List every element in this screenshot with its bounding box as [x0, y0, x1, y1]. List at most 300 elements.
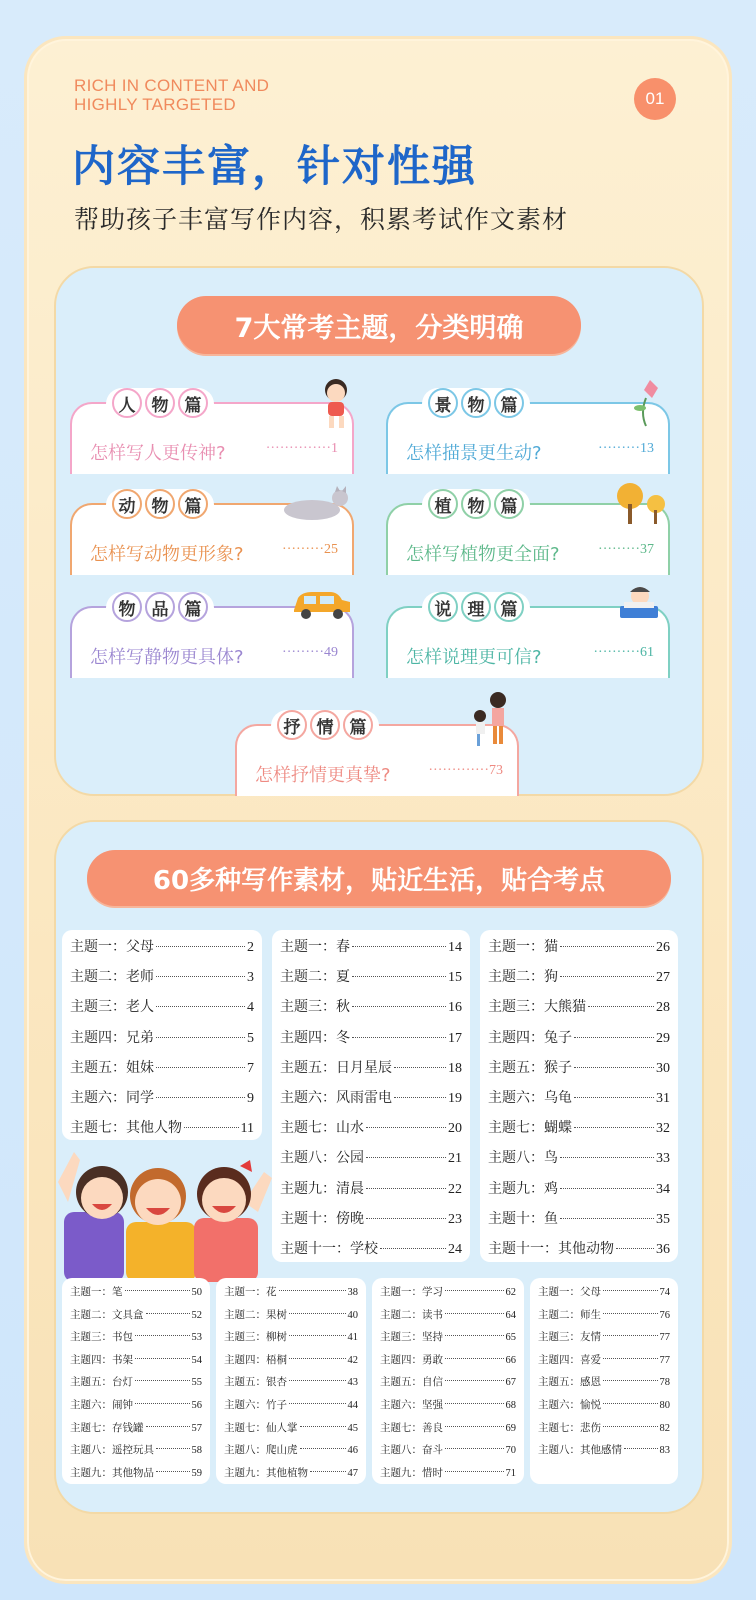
toc-entry-page: 24 [448, 1241, 462, 1257]
toc-entry-label: 主题七：存钱罐 [70, 1421, 144, 1434]
toc-entry[interactable] [280, 1238, 462, 1268]
theme-title-char: 篇 [178, 489, 208, 519]
toc-entry-label: 主题九：惜时 [380, 1466, 443, 1479]
toc-entry-page: 2 [247, 940, 254, 955]
toc-entry[interactable] [70, 1352, 202, 1375]
toc-entry-page: 40 [347, 1309, 358, 1321]
toc-entry-page: 41 [347, 1332, 358, 1344]
toc-leader-dots [300, 1448, 346, 1449]
toc-entry[interactable] [538, 1397, 670, 1420]
toc-leader-dots [380, 1248, 446, 1249]
theme-title-char: 人 [112, 388, 142, 418]
toc-entry[interactable] [538, 1352, 670, 1375]
toc-entry-page: 62 [505, 1287, 516, 1298]
toc-entry-label: 主题五：猴子 [488, 1059, 572, 1076]
theme-leader-dots: ········· [598, 542, 640, 557]
toc-entry-label: 主题八：奋斗 [380, 1444, 443, 1457]
toc-entry[interactable] [488, 1027, 670, 1057]
toc-entry-page: 59 [191, 1467, 202, 1479]
toc-entry[interactable] [70, 1442, 202, 1465]
toc-leader-dots [603, 1426, 658, 1427]
toc-entry-page: 74 [659, 1287, 670, 1298]
toc-entry-label: 主题七：悲伤 [538, 1421, 601, 1434]
toc-leader-dots [289, 1358, 346, 1359]
toc-entry[interactable] [488, 1238, 670, 1268]
toc-entry[interactable] [70, 1307, 202, 1330]
toc-entry[interactable] [224, 1465, 358, 1488]
theme-page-number: 73 [489, 763, 503, 778]
theme-page-ref [598, 542, 654, 558]
theme-page-number: 61 [640, 645, 654, 660]
toc-entry-page: 36 [656, 1241, 670, 1257]
toc-entry-label: 主题四：兄弟 [70, 1029, 154, 1046]
toc-leader-dots [574, 1097, 654, 1098]
theme-question: 怎样抒情更真挚? [255, 765, 391, 786]
toc-people [62, 930, 262, 1140]
toc-entry[interactable] [224, 1329, 358, 1352]
toc-objects [62, 1278, 210, 1484]
toc-entry[interactable] [280, 996, 462, 1026]
toc-entry[interactable] [488, 1178, 670, 1208]
toc-leader-dots [603, 1313, 658, 1314]
toc-leader-dots [125, 1290, 190, 1291]
toc-entry-label: 主题五：台灯 [70, 1376, 133, 1389]
toc-entry-label: 主题六：同学 [70, 1089, 154, 1106]
toc-leader-dots [156, 1006, 245, 1007]
toc-entry-label: 主题九：其他物品 [70, 1466, 154, 1479]
theme-title-char: 景 [428, 388, 458, 418]
theme-leader-dots: ········· [598, 441, 640, 456]
toc-entry-page: 21 [448, 1151, 462, 1167]
toc-leader-dots [603, 1290, 658, 1291]
toc-entry[interactable] [224, 1307, 358, 1330]
flower-icon [632, 378, 662, 428]
toc-entry-label: 主题二：狗 [488, 969, 558, 986]
toc-entry[interactable] [488, 1208, 670, 1238]
theme-card-title [422, 388, 530, 420]
toc-leader-dots [184, 1127, 239, 1128]
toc-entry-label: 主题四：书架 [70, 1353, 133, 1366]
theme-question: 怎样描景更生动? [406, 443, 542, 464]
theme-leader-dots: ········· [282, 645, 324, 660]
toc-entry[interactable] [538, 1329, 670, 1352]
toc-entry[interactable] [488, 1117, 670, 1147]
toc-entry[interactable] [488, 966, 670, 996]
toc-leader-dots [352, 1006, 446, 1007]
toc-entry[interactable] [280, 936, 462, 966]
toc-leader-dots [588, 1006, 654, 1007]
toc-leader-dots [603, 1403, 658, 1404]
toc-leader-dots [310, 1471, 346, 1472]
toc-entry-page: 30 [656, 1060, 670, 1076]
toc-entry[interactable] [224, 1284, 358, 1307]
toc-leader-dots [146, 1426, 190, 1427]
toc-entry[interactable] [488, 1147, 670, 1177]
toc-entry-page: 55 [191, 1377, 202, 1389]
toc-leader-dots [445, 1313, 504, 1314]
toc-entry-page: 45 [347, 1422, 358, 1434]
theme-title-char: 物 [461, 489, 491, 519]
toc-entry-page: 33 [656, 1151, 670, 1167]
toc-entry-page: 52 [191, 1309, 202, 1321]
page-subtitle: 帮助孩子丰富写作内容，积累考试作文素材 [74, 205, 569, 234]
toc-leader-dots [445, 1403, 504, 1404]
toc-entry-page: 68 [505, 1399, 516, 1411]
toc-leader-dots [574, 1037, 654, 1038]
toc-entry-label: 主题十一：其他动物 [488, 1240, 614, 1257]
toc-entry-label: 主题十：鱼 [488, 1210, 558, 1227]
theme-card[interactable] [70, 395, 354, 474]
toc-entry-label: 主题五：银杏 [224, 1376, 287, 1389]
toc-leader-dots [156, 1037, 245, 1038]
toc-leader-dots [366, 1188, 446, 1189]
toc-leader-dots [156, 976, 245, 977]
toc-leader-dots [445, 1380, 504, 1381]
toc-entry-label: 主题四：梧桐 [224, 1353, 287, 1366]
theme-question: 怎样写人更传神? [90, 443, 226, 464]
toc-leader-dots [156, 1471, 190, 1472]
toc-entry-page: 80 [659, 1399, 670, 1411]
toc-entry-page: 42 [347, 1354, 358, 1366]
toc-leader-dots [135, 1358, 190, 1359]
toc-entry-label: 主题二：师生 [538, 1308, 601, 1321]
toc-leader-dots [366, 1218, 446, 1219]
toc-entry[interactable] [224, 1397, 358, 1420]
toc-entry[interactable] [380, 1284, 516, 1307]
theme-title-char: 物 [145, 489, 175, 519]
toc-animals [480, 930, 678, 1262]
toc-entry-label: 主题六：坚强 [380, 1398, 443, 1411]
trees-icon [614, 476, 670, 526]
toc-entry-label: 主题六：愉悦 [538, 1398, 601, 1411]
toc-entry[interactable] [488, 936, 670, 966]
toc-entry[interactable] [70, 966, 254, 996]
cat-icon [280, 486, 350, 522]
theme-card-title [106, 489, 214, 521]
toc-entry-label: 主题七：其他人物 [70, 1120, 182, 1137]
toc-entry-label: 主题五：自信 [380, 1376, 443, 1389]
toc-entry-label: 主题三：老人 [70, 999, 154, 1016]
toc-entry[interactable] [70, 1465, 202, 1488]
toc-entry-label: 主题三：友情 [538, 1331, 601, 1344]
toc-entry[interactable] [380, 1420, 516, 1443]
theme-card-title [422, 592, 530, 624]
toc-leader-dots [560, 946, 654, 947]
toc-entry-page: 32 [656, 1121, 670, 1137]
toc-entry-page: 78 [659, 1377, 670, 1389]
toc-entry-label: 主题三：书包 [70, 1331, 133, 1344]
toc-entry-page: 18 [448, 1060, 462, 1076]
toc-entry-page: 35 [656, 1211, 670, 1227]
toc-entry-page: 54 [191, 1354, 202, 1366]
toc-scenery [272, 930, 470, 1262]
toc-entry-label: 主题一：学习 [380, 1286, 443, 1298]
toc-leader-dots [560, 1157, 654, 1158]
toc-entry-page: 67 [505, 1377, 516, 1389]
theme-title-char: 植 [428, 489, 458, 519]
toc-entry-label: 主题六：风雨雷电 [280, 1089, 392, 1106]
toc-leader-dots [560, 976, 654, 977]
english-caption [74, 76, 269, 114]
toc-entry-page: 43 [347, 1377, 358, 1389]
toc-entry[interactable] [280, 1027, 462, 1057]
toc-entry[interactable] [280, 1057, 462, 1087]
toc-entry[interactable] [224, 1442, 358, 1465]
toc-entry-label: 主题四：冬 [280, 1029, 350, 1046]
toc-entry[interactable] [70, 1057, 254, 1087]
toc-entry-page: 11 [240, 1121, 254, 1137]
toc-entry[interactable] [538, 1374, 670, 1397]
toc-entry-label: 主题二：果树 [224, 1308, 287, 1321]
toc-entry[interactable] [280, 1117, 462, 1147]
toc-leader-dots [445, 1290, 504, 1291]
theme-title-char: 篇 [178, 388, 208, 418]
toc-leader-dots [146, 1313, 190, 1314]
toc-entry-page: 71 [505, 1467, 516, 1479]
toc-leader-dots [352, 976, 446, 977]
toc-entry[interactable] [538, 1420, 670, 1443]
toc-leader-dots [366, 1157, 446, 1158]
theme-leader-dots: ·········· [593, 645, 640, 660]
theme-card-title [271, 710, 379, 742]
theme-title-char: 情 [310, 710, 340, 740]
toc-leader-dots [289, 1313, 346, 1314]
toc-entry-page: 57 [191, 1422, 202, 1434]
theme-question: 怎样说理更可信? [406, 647, 542, 668]
theme-title-char: 抒 [277, 710, 307, 740]
toc-entry[interactable] [380, 1442, 516, 1465]
toc-entry[interactable] [538, 1284, 670, 1307]
english-caption-line1: RICH IN CONTENT AND [74, 76, 270, 95]
toc-entry-label: 主题四：喜爱 [538, 1353, 601, 1366]
toc-entry[interactable] [70, 1027, 254, 1057]
toc-entry-label: 主题八：遥控玩具 [70, 1444, 154, 1457]
toc-entry-page: 5 [247, 1030, 254, 1046]
toc-entry[interactable] [224, 1420, 358, 1443]
toc-entry-page: 46 [347, 1445, 358, 1457]
toc-entry-page: 31 [656, 1090, 670, 1106]
toc-entry-page: 77 [659, 1332, 670, 1344]
theme-page-number: 37 [640, 542, 654, 557]
themes-heading-pill: 7大常考主题，分类明确 [177, 296, 581, 354]
toc-entry-page: 28 [656, 1000, 670, 1016]
toc-entry[interactable] [380, 1465, 516, 1488]
toc-entry-label: 主题一：花 [224, 1286, 277, 1298]
toc-entry-label: 主题四：勇敢 [380, 1353, 443, 1366]
theme-card-title [422, 489, 530, 521]
theme-card-title [106, 388, 214, 420]
toc-entry[interactable] [488, 996, 670, 1026]
toc-entry-page: 76 [659, 1309, 670, 1321]
theme-card-title [106, 592, 214, 624]
toc-leader-dots [289, 1335, 346, 1336]
toc-entry-label: 主题一：笔 [70, 1286, 123, 1298]
toc-entry[interactable] [280, 1178, 462, 1208]
toc-entry-page: 56 [191, 1399, 202, 1411]
toc-entry-label: 主题六：闹钟 [70, 1398, 133, 1411]
toc-entry[interactable] [380, 1307, 516, 1330]
toc-leader-dots [289, 1403, 346, 1404]
toc-leader-dots [445, 1335, 504, 1336]
toc-entry-page: 64 [505, 1309, 516, 1321]
toc-entry[interactable] [538, 1307, 670, 1330]
toc-leader-dots [560, 1188, 654, 1189]
toc-entry-page: 15 [448, 970, 462, 986]
theme-title-char: 篇 [343, 710, 373, 740]
toc-leader-dots [352, 1037, 446, 1038]
toc-entry-label: 主题六：乌龟 [488, 1089, 572, 1106]
toc-entry[interactable] [280, 1147, 462, 1177]
theme-page-number: 25 [324, 542, 338, 557]
toc-entry-label: 主题八：鸟 [488, 1150, 558, 1167]
toc-leader-dots [156, 1448, 190, 1449]
toc-entry-label: 主题九：清晨 [280, 1180, 364, 1197]
theme-title-char: 理 [461, 592, 491, 622]
toc-entry-page: 17 [448, 1030, 462, 1046]
toc-entry-label: 主题十：傍晚 [280, 1210, 364, 1227]
toc-entry-label: 主题七：善良 [380, 1421, 443, 1434]
theme-page-number: 1 [331, 441, 338, 456]
toc-entry-label: 主题七：仙人掌 [224, 1421, 298, 1434]
toc-entry-label: 主题五：日月星辰 [280, 1059, 392, 1076]
toc-entry[interactable] [70, 996, 254, 1026]
toc-leader-dots [289, 1380, 346, 1381]
toc-leader-dots [445, 1426, 504, 1427]
toc-entry-page: 50 [191, 1287, 202, 1298]
toc-entry-label: 主题二：老师 [70, 969, 154, 986]
toc-leader-dots [366, 1127, 446, 1128]
toc-entry-page: 20 [448, 1121, 462, 1137]
toc-leader-dots [156, 1067, 245, 1068]
toc-entry[interactable] [488, 1087, 670, 1117]
toc-entry-page: 23 [448, 1211, 462, 1227]
toc-plants [216, 1278, 366, 1484]
theme-title-char: 说 [428, 592, 458, 622]
toc-entry-label: 主题四：兔子 [488, 1029, 572, 1046]
toc-leader-dots [135, 1380, 190, 1381]
toc-entry-label: 主题二：文具盒 [70, 1308, 144, 1321]
toc-entry[interactable] [380, 1374, 516, 1397]
theme-leader-dots: ·············· [265, 441, 331, 456]
toc-leader-dots [135, 1335, 190, 1336]
toc-entry-page: 4 [247, 1000, 254, 1016]
theme-leader-dots: ············· [428, 763, 489, 778]
toc-entry[interactable] [280, 966, 462, 996]
reading-boy-icon [614, 584, 664, 624]
theme-title-char: 篇 [494, 489, 524, 519]
toc-entry[interactable] [280, 1087, 462, 1117]
theme-title-char: 品 [145, 592, 175, 622]
toc-leader-dots [574, 1067, 654, 1068]
toc-entry[interactable] [70, 1374, 202, 1397]
toc-leader-dots [300, 1426, 346, 1427]
toc-entry-label: 主题八：其他感情 [538, 1444, 622, 1457]
toc-entry-label: 主题八：公园 [280, 1150, 364, 1167]
toc-entry-page: 70 [505, 1445, 516, 1457]
toc-entry-page: 7 [247, 1060, 254, 1076]
theme-title-char: 物 [145, 388, 175, 418]
toc-entry[interactable] [538, 1442, 670, 1465]
toc-entry[interactable] [70, 1087, 254, 1117]
toc-entry-page: 3 [247, 970, 254, 986]
page-title: 内容丰富，针对性强 [72, 142, 477, 192]
toc-entry[interactable] [70, 936, 254, 966]
toc-entry[interactable] [224, 1374, 358, 1397]
english-caption-line2: HIGHLY TARGETED [74, 95, 236, 114]
toc-entry-label: 主题三：坚持 [380, 1331, 443, 1344]
theme-page-ref [282, 645, 338, 661]
toc-leader-dots [603, 1380, 658, 1381]
toc-entry[interactable] [224, 1352, 358, 1375]
toc-leader-dots [394, 1097, 446, 1098]
theme-page-ref [282, 542, 338, 558]
toc-entry-label: 主题五：感恩 [538, 1376, 601, 1389]
toc-entry[interactable] [70, 1284, 202, 1307]
toc-entry-page: 69 [505, 1422, 516, 1434]
toc-entry[interactable] [70, 1397, 202, 1420]
toc-leader-dots [135, 1403, 190, 1404]
toc-entry-page: 58 [191, 1445, 202, 1457]
toc-leader-dots [603, 1358, 658, 1359]
toc-entry-label: 主题十一：学校 [280, 1240, 378, 1257]
toc-entry-label: 主题一：猫 [488, 939, 558, 955]
theme-card[interactable] [386, 395, 670, 474]
toc-leader-dots [616, 1248, 654, 1249]
toc-entry[interactable] [280, 1208, 462, 1238]
toc-entry[interactable] [70, 1420, 202, 1443]
toc-entry-label: 主题七：山水 [280, 1120, 364, 1137]
toc-entry-page: 53 [191, 1332, 202, 1344]
theme-question: 怎样写植物更全面? [406, 544, 560, 565]
theme-title-char: 篇 [494, 592, 524, 622]
theme-page-ref [428, 763, 503, 779]
theme-page-ref [598, 441, 654, 457]
theme-title-char: 篇 [494, 388, 524, 418]
toc-entry[interactable] [380, 1397, 516, 1420]
toc-entry[interactable] [488, 1057, 670, 1087]
toc-leader-dots [394, 1067, 446, 1068]
toc-entry-label: 主题六：竹子 [224, 1398, 287, 1411]
toc-entry-label: 主题三：柳树 [224, 1331, 287, 1344]
toc-leader-dots [156, 1097, 245, 1098]
toc-entry-label: 主题一：父母 [70, 939, 154, 955]
toc-entry[interactable] [70, 1329, 202, 1352]
toc-leader-dots [445, 1358, 504, 1359]
toc-entry-page: 26 [656, 940, 670, 955]
theme-leader-dots: ········· [282, 542, 324, 557]
children-cheering-illustration [44, 1142, 274, 1282]
toc-leader-dots [445, 1448, 504, 1449]
toc-entry-page: 82 [659, 1422, 670, 1434]
toc-entry-label: 主题三：秋 [280, 999, 350, 1016]
toc-entry-label: 主题三：大熊猫 [488, 999, 586, 1016]
toc-entry[interactable] [380, 1329, 516, 1352]
toc-leader-dots [352, 946, 446, 947]
toc-entry-page: 9 [247, 1090, 254, 1106]
toc-entry-page: 19 [448, 1090, 462, 1106]
toc-leader-dots [624, 1448, 658, 1449]
toc-entry-page: 38 [347, 1287, 358, 1298]
toc-entry-page: 65 [505, 1332, 516, 1344]
theme-page-number: 49 [324, 645, 338, 660]
theme-question: 怎样写静物更具体? [90, 647, 244, 668]
toc-entry-page: 29 [656, 1030, 670, 1046]
toc-entry[interactable] [380, 1352, 516, 1375]
toc-entry-page: 14 [448, 940, 462, 955]
toc-entry-label: 主题一：春 [280, 939, 350, 955]
toc-entry-page: 34 [656, 1181, 670, 1197]
section-number-badge: 01 [634, 78, 676, 120]
